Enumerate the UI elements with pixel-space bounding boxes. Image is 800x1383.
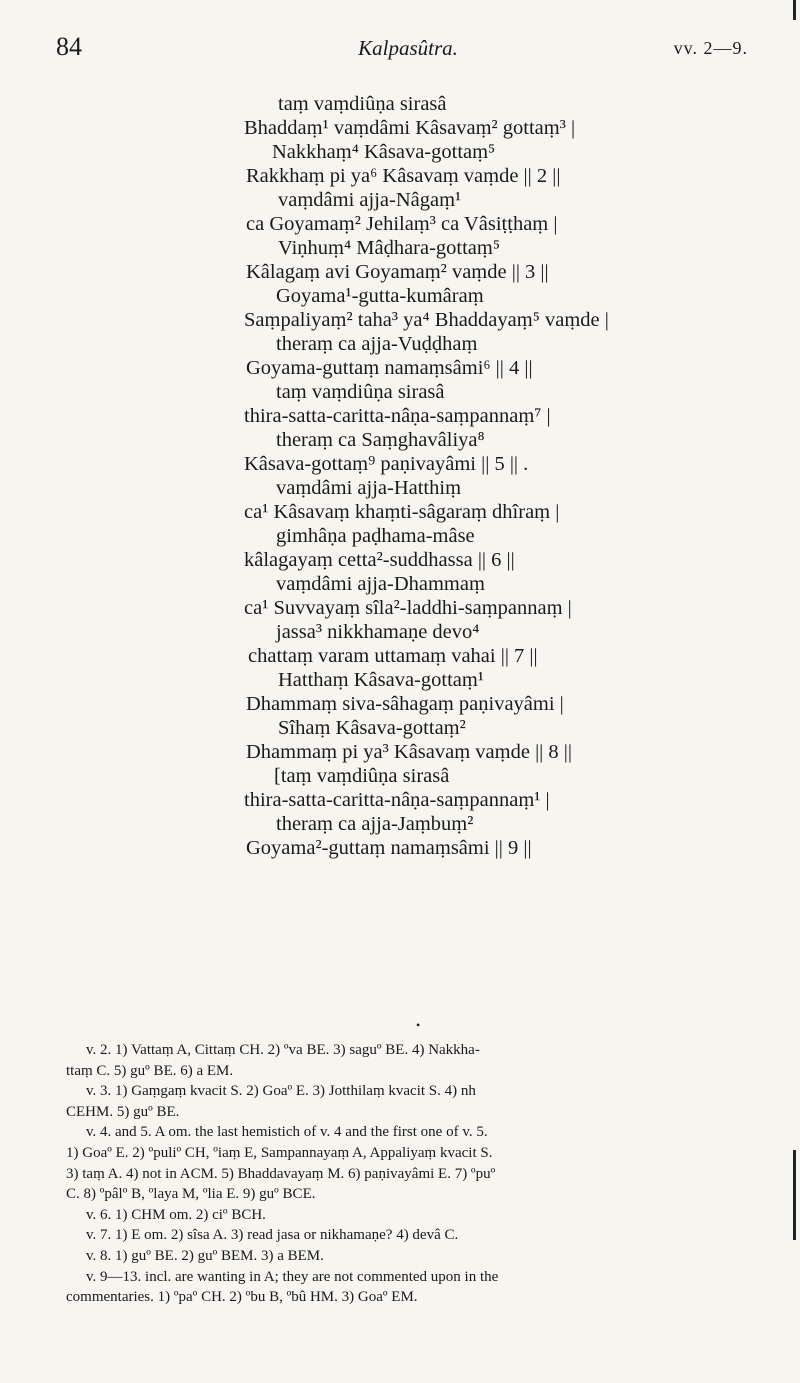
verse-line: Goyama²-guttaṃ namaṃsâmi || 9 || bbox=[246, 837, 532, 859]
verse-line: taṃ vaṃdiûṇa sirasâ bbox=[278, 93, 447, 115]
verse-line: theraṃ ca Saṃghavâliya⁸ bbox=[276, 429, 485, 451]
footnote-line: v. 3. 1) Gaṃgaṃ kvacit S. 2) Goaº E. 3) Jotthilaṃ kvacit S. 4) nh bbox=[86, 1083, 476, 1100]
verse-line: ca¹ Kâsavaṃ khaṃti-sâgaraṃ dhîraṃ | bbox=[244, 501, 560, 523]
page-number: 84 bbox=[56, 32, 82, 61]
verse-line: chattaṃ varam uttamaṃ vahai || 7 || bbox=[248, 645, 538, 667]
verse-line: thira-satta-caritta-nâṇa-saṃpannaṃ¹ | bbox=[244, 789, 550, 811]
verse-line: Rakkhaṃ pi ya⁶ Kâsavaṃ vaṃde || 2 || bbox=[246, 165, 561, 187]
footnote-line: 1) Goaº E. 2) ºpuliº CH, ºiaṃ E, Sampannayaṃ A, Appaliyaṃ kvacit S. bbox=[66, 1144, 493, 1161]
footnote-line: v. 7. 1) E om. 2) sîsa A. 3) read jasa or nikhamaṇe? 4) devâ C. bbox=[86, 1227, 459, 1244]
verse-line: Kâsava-gottaṃ⁹ paṇivayâmi || 5 || . bbox=[244, 453, 529, 475]
verse-line: Kâlagaṃ avi Goyamaṃ² vaṃde || 3 || bbox=[246, 261, 549, 283]
verse-line: taṃ vaṃdiûṇa sirasâ bbox=[276, 381, 445, 403]
verse-line: vaṃdâmi ajja-Hatthiṃ bbox=[276, 477, 462, 499]
verse-line: ca Goyamaṃ² Jehilaṃ³ ca Vâsiṭṭhaṃ | bbox=[246, 213, 558, 235]
footnotes bbox=[66, 1040, 766, 1308]
verse-line: Goyama¹-gutta-kumâraṃ bbox=[276, 285, 484, 307]
footnote-line: 3) taṃ A. 4) not in ACM. 5) Bhaddavayaṃ M. 6) paṇivayâmi E. 7) ºpuº bbox=[66, 1165, 496, 1182]
footnote-line: commentaries. 1) ºpaº CH. 2) ºbu B, ºbû HM. 3) Goaº EM. bbox=[66, 1289, 418, 1306]
running-title: Kalpasûtra. bbox=[358, 36, 458, 60]
verse-line: Goyama-guttaṃ namaṃsâmi⁶ || 4 || bbox=[246, 357, 533, 379]
verse-line: Sîhaṃ Kâsava-gottaṃ² bbox=[278, 717, 466, 739]
verse-line: Nakkhaṃ⁴ Kâsava-gottaṃ⁵ bbox=[272, 141, 496, 163]
verse-line: gimhâṇa paḍhama-mâse bbox=[276, 525, 475, 547]
verse-line: Dhammaṃ pi ya³ Kâsavaṃ vaṃde || 8 || bbox=[246, 741, 572, 763]
verse-line: ca¹ Suvvayaṃ sîla²-laddhi-saṃpannaṃ | bbox=[244, 597, 572, 619]
footnote-line: v. 6. 1) CHM om. 2) ciº BCH. bbox=[86, 1206, 266, 1223]
verse-line: Viṇhuṃ⁴ Mâḍhara-gottaṃ⁵ bbox=[278, 237, 500, 259]
section-ornament: • bbox=[416, 1018, 421, 1032]
footnote-line: v. 2. 1) Vattaṃ A, Cittaṃ CH. 2) ºva BE. 3) saguº BE. 4) Nakkha- bbox=[86, 1042, 480, 1058]
verse-line: jassa³ nikkhamaṇe devo⁴ bbox=[276, 621, 480, 643]
page-edge-mark bbox=[793, 0, 796, 20]
footnote-line: v. 4. and 5. A om. the last hemistich of v. 4 and the first one of v. 5. bbox=[86, 1124, 488, 1141]
verse-line: [taṃ vaṃdiûṇa sirasâ bbox=[274, 765, 450, 787]
verse-line: thira-satta-caritta-nâṇa-saṃpannaṃ⁷ | bbox=[244, 405, 551, 427]
verse-range: vv. 2—9. bbox=[673, 38, 748, 58]
footnote-line: v. 9—13. incl. are wanting in A; they are not commented upon in the bbox=[86, 1268, 499, 1285]
footnote-line: v. 8. 1) guº BE. 2) guº BEM. 3) a BEM. bbox=[86, 1247, 324, 1264]
verse-line: Hatthaṃ Kâsava-gottaṃ¹ bbox=[278, 669, 484, 691]
page-header bbox=[56, 30, 760, 64]
verse-line: Bhaddaṃ¹ vaṃdâmi Kâsavaṃ² gottaṃ³ | bbox=[244, 117, 576, 139]
footnote-line: CEHM. 5) guº BE. bbox=[66, 1103, 180, 1120]
footnote-line: ttaṃ C. 5) guº BE. 6) a EM. bbox=[66, 1062, 234, 1079]
footnote-line: C. 8) ºpâlº B, ºlaya M, ºlia E. 9) guº BCE. bbox=[66, 1186, 316, 1203]
verse-line: Dhammaṃ siva-sâhagaṃ paṇivayâmi | bbox=[246, 693, 564, 715]
verse-line: vaṃdâmi ajja-Dhammaṃ bbox=[276, 573, 485, 595]
verse-line: theraṃ ca ajja-Vuḍḍhaṃ bbox=[276, 333, 478, 355]
verse-line: vaṃdâmi ajja-Nâgaṃ¹ bbox=[278, 189, 462, 211]
verse-line: theraṃ ca ajja-Jaṃbuṃ² bbox=[276, 813, 474, 835]
page-edge-mark bbox=[793, 1150, 796, 1240]
verse-line: kâlagayaṃ cetta²-suddhassa || 6 || bbox=[244, 549, 515, 571]
verse-line: Saṃpaliyaṃ² taha³ ya⁴ Bhaddayaṃ⁵ vaṃde | bbox=[244, 309, 609, 331]
